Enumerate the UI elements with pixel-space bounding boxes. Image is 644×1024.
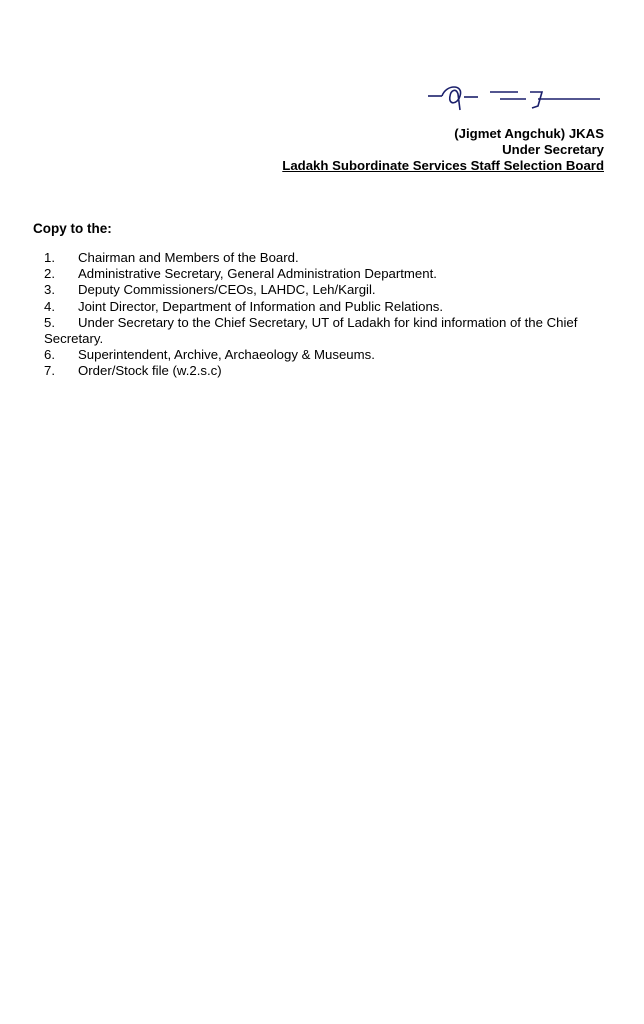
list-item-number: 1.	[44, 250, 55, 265]
list-item-text: Administrative Secretary, General Administration Department.	[78, 266, 437, 282]
list-item	[44, 347, 614, 363]
list-item-number: 4.	[44, 298, 55, 314]
signatory-designation: Under Secretary	[502, 142, 604, 157]
signatory-name: (Jigmet Angchuk) JKAS	[454, 126, 604, 141]
list-item	[44, 315, 614, 347]
list-item	[44, 363, 614, 379]
copy-to-list	[44, 250, 614, 380]
list-item-number: 6.	[44, 347, 55, 363]
handwritten-signature	[420, 78, 605, 118]
list-item	[44, 266, 614, 282]
list-item-text: Order/Stock file (w.2.s.c)	[78, 363, 222, 379]
list-item-text: Joint Director, Department of Information and Public Relations.	[78, 298, 444, 314]
list-item-text: Chairman and Members of the Board.	[78, 250, 299, 265]
list-item-text: Superintendent, Archive, Archaeology & Museums.	[78, 347, 375, 363]
organization-name: Ladakh Subordinate Services Staff Selection Board	[282, 158, 604, 173]
list-item	[44, 250, 614, 266]
list-item-number: 2.	[44, 266, 55, 282]
list-item-number: 3.	[44, 282, 55, 298]
list-item	[44, 282, 614, 298]
list-item-text: Under Secretary to the Chief Secretary, UT of Ladakh for kind information of the Chief Secretary.	[44, 314, 578, 347]
copy-to-heading: Copy to the:	[33, 221, 112, 236]
signature-block	[282, 126, 604, 174]
list-item-number: 5.	[44, 314, 55, 330]
list-item	[44, 299, 614, 315]
list-item-text: Deputy Commissioners/CEOs, LAHDC, Leh/Kargil.	[78, 282, 376, 298]
list-item-number: 7.	[44, 363, 55, 379]
